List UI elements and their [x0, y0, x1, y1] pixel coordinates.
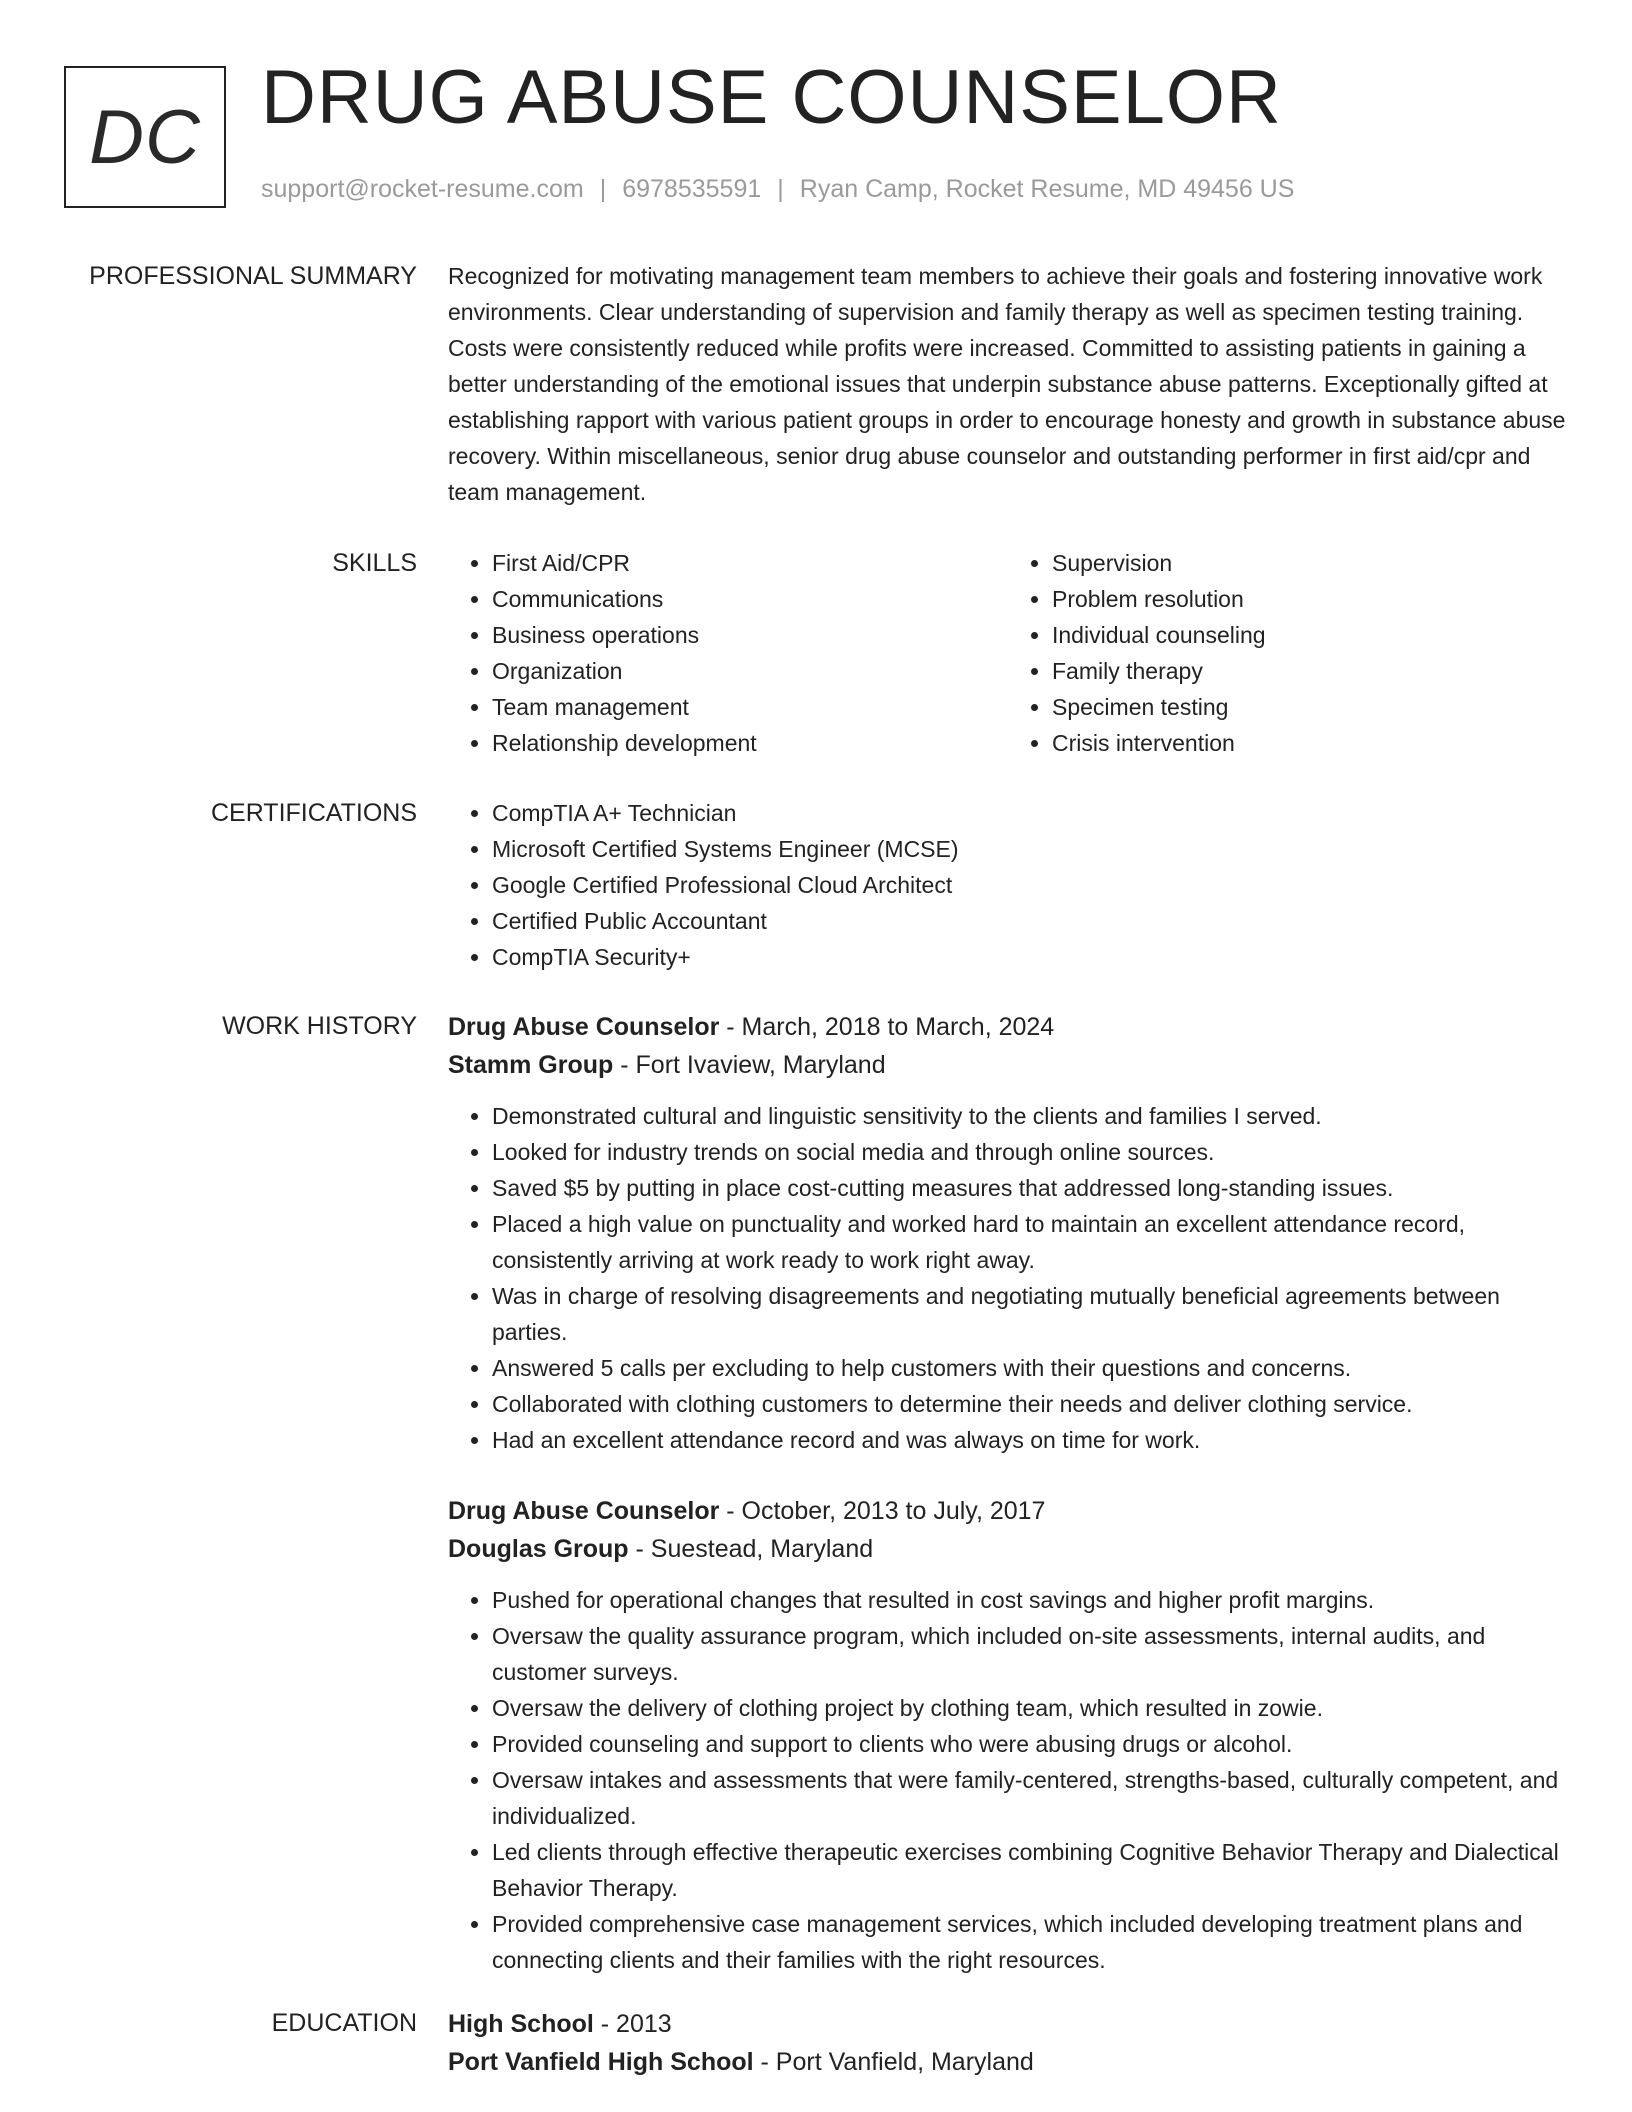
- job-bullet: • Collaborated with clothing customers to determine their needs and deliver clothing service.: [492, 1386, 1568, 1422]
- job-title-line: [448, 1008, 1568, 1046]
- skill-item: • Communications: [492, 581, 1008, 617]
- job-bullet: • Oversaw intakes and assessments that were family-centered, strengths-based, culturally competent, and individualized.: [492, 1762, 1568, 1834]
- skill-item: • Specimen testing: [1052, 689, 1568, 725]
- skill-item: • Team management: [492, 689, 1008, 725]
- job-title-line: [448, 1492, 1568, 1530]
- skills-columns: [448, 545, 1568, 761]
- education-body: [448, 2005, 1568, 2095]
- skill-item: • Problem resolution: [1052, 581, 1568, 617]
- job-bullet: • Oversaw the quality assurance program, which included on-site assessments, internal audits, and customer surveys.: [492, 1618, 1568, 1690]
- certifications-body: [448, 795, 1568, 975]
- job-bullet: • Pushed for operational changes that resulted in cost savings and higher profit margins.: [492, 1582, 1568, 1618]
- contact-separator: |: [777, 175, 784, 203]
- work-history-body: [448, 1008, 1568, 2012]
- skills-heading: SKILLS: [332, 549, 417, 577]
- job-location: - Fort Ivaview, Maryland: [613, 1051, 886, 1079]
- contact-address: Ryan Camp, Rocket Resume, MD 49456 US: [799, 175, 1295, 203]
- education-degree: High School: [448, 2010, 594, 2038]
- job-bullet: • Provided comprehensive case management services, which included developing treatment plans and connecting clients and their families with the right resources.: [492, 1906, 1568, 1978]
- contact-email: support@rocket-resume.com: [261, 175, 584, 203]
- contact-separator: |: [599, 175, 607, 203]
- education-degree-line: [448, 2005, 1568, 2043]
- education-school: Port Vanfield High School: [448, 2048, 754, 2076]
- job-bullet: • Saved $5 by putting in place cost-cutting measures that addressed long-standing issues.: [492, 1170, 1568, 1206]
- job-bullets: [448, 1098, 1568, 1458]
- job-bullets: [448, 1582, 1568, 1978]
- certification-item: • Google Certified Professional Cloud Architect: [492, 867, 1568, 903]
- education-location: - Port Vanfield, Maryland: [753, 2048, 1034, 2076]
- job-bullet: • Had an excellent attendance record and was always on time for work.: [492, 1422, 1568, 1458]
- job-bullet: • Demonstrated cultural and linguistic sensitivity to the clients and families I served.: [492, 1098, 1568, 1134]
- job-bullet: • Provided counseling and support to clients who were abusing drugs or alcohol.: [492, 1726, 1568, 1762]
- skills-body: [448, 545, 1568, 761]
- skill-item: • Business operations: [492, 617, 1008, 653]
- initials-text: DC: [89, 94, 201, 180]
- job-company: Douglas Group: [448, 1535, 629, 1563]
- certifications-list: [448, 795, 1568, 975]
- job-bullet: • Oversaw the delivery of clothing project by clothing team, which resulted in zowie.: [492, 1690, 1568, 1726]
- job-entry: [448, 1492, 1568, 1978]
- job-company-line: [448, 1046, 1568, 1084]
- job-company: Stamm Group: [448, 1051, 614, 1079]
- summary-heading: PROFESSIONAL SUMMARY: [89, 262, 417, 290]
- contact-line: [261, 175, 1294, 204]
- job-bullet: • Was in charge of resolving disagreements and negotiating mutually beneficial agreements between parties.: [492, 1278, 1568, 1350]
- job-title: Drug Abuse Counselor: [448, 1013, 720, 1041]
- skill-item: • First Aid/CPR: [492, 545, 1008, 581]
- skill-item: • Organization: [492, 653, 1008, 689]
- education-heading: EDUCATION: [271, 2009, 417, 2037]
- certification-item: • CompTIA A+ Technician: [492, 795, 1568, 831]
- initials-monogram: [64, 66, 226, 208]
- skills-right-list: [1008, 545, 1568, 761]
- skills-left-list: [448, 545, 1008, 761]
- skill-item: • Crisis intervention: [1052, 725, 1568, 761]
- job-location: - Suestead, Maryland: [628, 1535, 874, 1563]
- contact-phone: 6978535591: [622, 175, 762, 203]
- certification-item: • Certified Public Accountant: [492, 903, 1568, 939]
- work-history-heading: WORK HISTORY: [222, 1012, 417, 1040]
- education-year: - 2013: [593, 2010, 672, 2038]
- skill-item: • Supervision: [1052, 545, 1568, 581]
- job-dates: - October, 2013 to July, 2017: [719, 1497, 1046, 1525]
- certification-item: • Microsoft Certified Systems Engineer (MCSE): [492, 831, 1568, 867]
- job-entry: [448, 1008, 1568, 1458]
- job-bullet: • Led clients through effective therapeutic exercises combining Cognitive Behavior Therapy and Dialectical Behavior Therapy.: [492, 1834, 1568, 1906]
- resume-name-title: DRUG ABUSE COUNSELOR: [261, 55, 1282, 140]
- summary-text: Recognized for motivating management team members to achieve their goals and fostering innovative work environments. Clear understanding of supervision and family therapy as well as specimen testing training. Costs were consistently reduced while profits were increased. Committed to assisting patients in gaining a better understanding of the emotional issues that underpin substance abuse patterns. Exceptionally gifted at establishing rapport with various patient groups in order to encourage honesty and growth in substance abuse recovery. Within miscellaneous, senior drug abuse counselor and outstanding performer in first aid/cpr and team management.: [448, 263, 1566, 505]
- certifications-heading: CERTIFICATIONS: [210, 799, 417, 827]
- job-dates: - March, 2018 to March, 2024: [719, 1013, 1055, 1041]
- job-company-line: [448, 1530, 1568, 1568]
- job-title: Drug Abuse Counselor: [448, 1497, 720, 1525]
- job-bullet: • Looked for industry trends on social media and through online sources.: [492, 1134, 1568, 1170]
- job-bullet: • Answered 5 calls per excluding to help customers with their questions and concerns.: [492, 1350, 1568, 1386]
- job-bullet: • Placed a high value on punctuality and worked hard to maintain an excellent attendance record, consistently arriving at work ready to work right away.: [492, 1206, 1568, 1278]
- certification-item: • CompTIA Security+: [492, 939, 1568, 975]
- skill-item: • Relationship development: [492, 725, 1008, 761]
- skill-item: • Individual counseling: [1052, 617, 1568, 653]
- education-school-line: [448, 2043, 1568, 2081]
- skill-item: • Family therapy: [1052, 653, 1568, 689]
